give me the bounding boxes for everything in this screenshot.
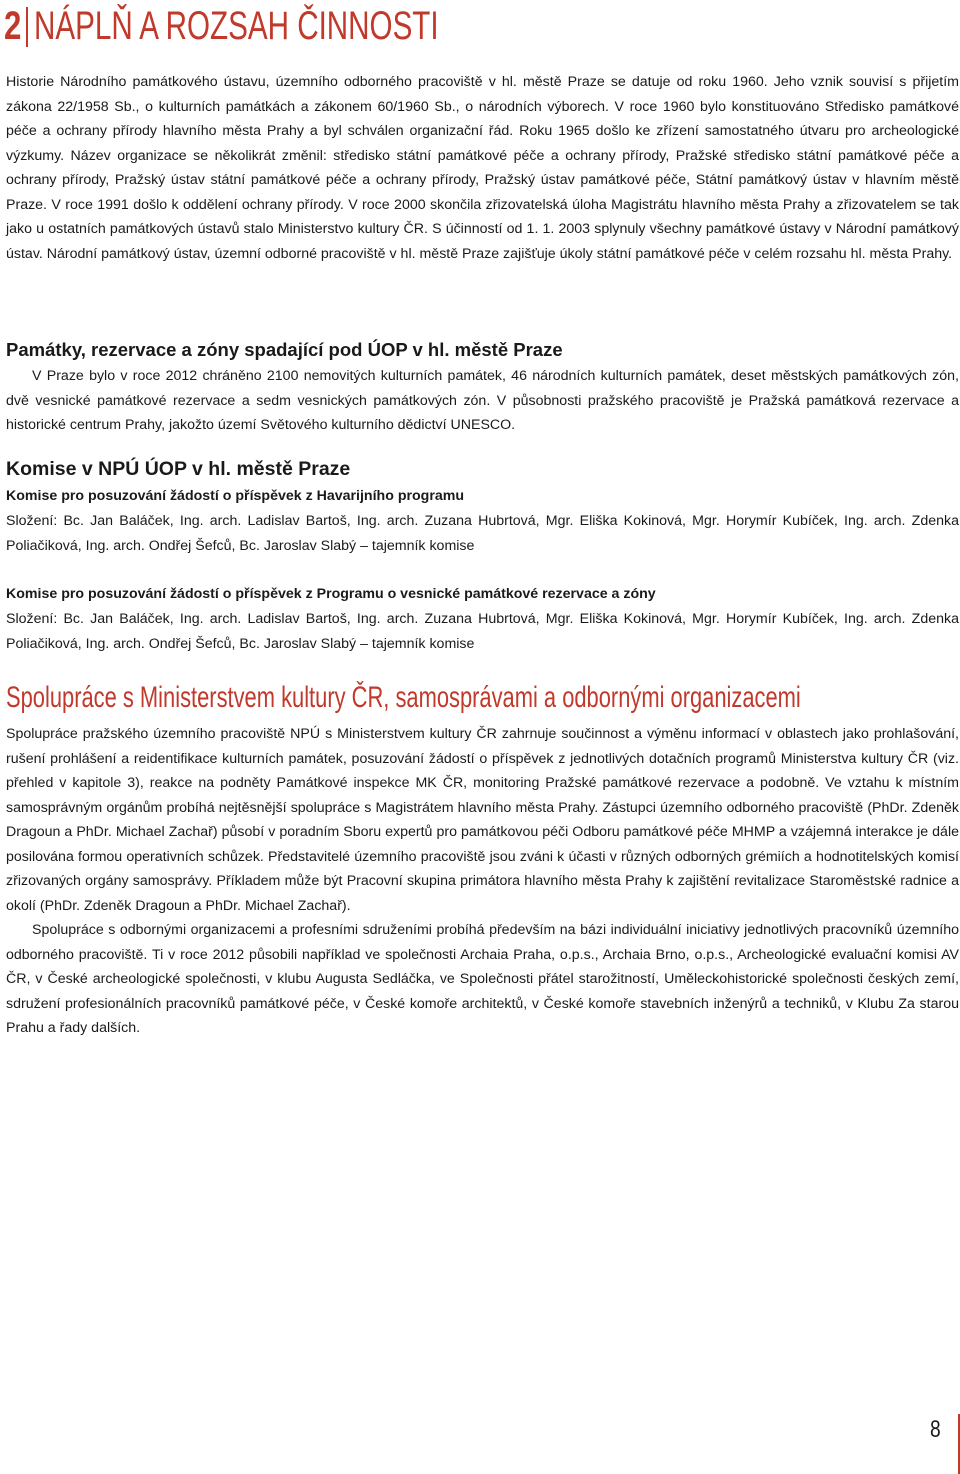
chapter-divider (26, 7, 28, 47)
committee-title: Komise pro posuzování žádostí o příspěvek z Programu o vesnické památkové rezervace a zóny (6, 586, 656, 602)
committee-members-text: Složení: Bc. Jan Baláček, Ing. arch. Ladislav Bartoš, Ing. arch. Zuzana Hubrtová, Mgr. Eliška Kokinová, Mgr. Horymír Kubíček, Ing. arch. Zdenka Poliačiková, Ing. arch. Ondřej Šefců, Bc. Jaroslav Slabý – tajemník komise (6, 611, 959, 652)
monuments-heading: Památky, rezervace a zóny spadající pod ÚOP v hl. městě Praze (6, 339, 563, 360)
intro-section (6, 70, 959, 266)
monuments-paragraph: V Praze bylo v roce 2012 chráněno 2100 nemovitých kulturních památek, 46 národních kulturních památek, deset městských památkových zón, dvě vesnické památkové rezervace a sedm vesnických památkových zón. V působnosti pražského pracoviště je Pražská památková rezervace a historické centrum Prahy, jakožto území Světového kulturního dědictví UNESCO. (6, 368, 959, 433)
committee-members (6, 509, 959, 558)
chapter-title: NÁPLŇ A ROZSAH ČINNOSTI (33, 4, 439, 48)
cooperation-paragraph: Spolupráce pražského územního pracoviště NPÚ s Ministerstvem kultury ČR zahrnuje součinnost a výměnu informací v oblastech jako prohlašování, rušení prohlášení a reidentifikace kulturních památek, posuzování žádostí o příspěvek z jednotlivých dotačních programů Ministerstva kultury ČR (viz. přehled v kapitole 3), reakce na podněty Památkové inspekce MK ČR, monitoring Pražské památkové rezervace a podobně. Ve vztahu k místním samosprávným orgánům probíhá nejtěsnější spolupráce s Magistrátem hlavního města Prahy. Zástupci územního odborného pracoviště (PhDr. Zdeněk Dragoun a PhDr. Michael Zachař) působí v poradním Sboru expertů pro památkovou péči Odboru památkové péče MHMP a vzájemná interakce je dále posilována formou operativních schůzek. Představitelé územního pracoviště jsou zváni k účasti v různých odborných grémiích a hodnotitelských komisí zřizovaných orgány samosprávy. Příkladem může být Pracovní skupina primátora hlavního města Prahy k zajištění revitalizace Staroměstské radnice a okolí (PhDr. Zdeněk Dragoun a PhDr. Michael Zachař). (6, 726, 959, 914)
chapter-heading (4, 4, 581, 48)
committee-title: Komise pro posuzování žádostí o příspěvek z Havarijního programu (6, 488, 465, 504)
page-number: 8 (930, 1416, 941, 1443)
commissions-heading: Komise v NPÚ ÚOP v hl. městě Praze (6, 458, 351, 480)
cooperation-heading: Spolupráce s Ministerstvem kultury ČR, samosprávami a odbornými organizacemi (6, 681, 801, 714)
intro-paragraph: Historie Národního památkového ústavu, územního odborného pracoviště v hl. městě Praze se datuje od roku 1960. Jeho vznik souvisí s přijetím zákona 22/1958 Sb., o kulturních památkách a zákonem 60/1960 Sb., o národních výborech. V roce 1960 bylo konstituováno Středisko památkové péče a ochrany přírody hlavního města Prahy a byl schválen organizační řád. Roku 1965 došlo ke zřízení samostatného útvaru pro archeologické výzkumy. Název organizace se několikrát změnil: středisko státní památkové péče a ochrany přírody, Pražské středisko státní památkové péče a ochrany přírody, Pražský ústav státní památkové péče a ochrany přírody, Pražský ústav památkové péče, Státní památkový ústav v hlavním městě Praze. V roce 1991 došlo k oddělení ochrany přírody. V roce 2000 skončila zřizovatelská úloha Magistrátu hlavního města Prahy a zřizovatelem se tak jako u ostatních památkových ústavů stalo Ministerstvo kultury ČR. S účinností od 1. 1. 2003 splynuly všechny památkové ústavy v Národní památkový ústav. Národní památkový ústav, územní odborné pracoviště v hl. městě Praze zajišťuje úkoly státní památkové péče v celém rozsahu hl. města Prahy. (6, 74, 959, 262)
cooperation-paragraph: Spolupráce s odbornými organizacemi a profesními sdruženími probíhá především na bázi individuální iniciativy jednotlivých pracovníků územního odborného pracoviště. Ti v roce 2012 působili například ve společnosti Archaia Praha, o.p.s., Archaia Brno, o.p.s., Archeologické evaluační komisi AV ČR, v České archeologické společnosti, v klubu Augusta Sedláčka, ve Společnosti přátel starožitností, Uměleckohistorické společnosti českých zemí, sdružení profesionálních pracovníků památkové péče, v České komoře architektů, v České komoře stavebních inženýrů a techniků, v Klubu Za starou Prahu a řady dalších. (6, 922, 959, 1036)
chapter-number: 2 (4, 4, 22, 48)
monuments-section (6, 364, 959, 438)
cooperation-section (6, 722, 959, 1041)
committee-members-text: Složení: Bc. Jan Baláček, Ing. arch. Ladislav Bartoš, Ing. arch. Zuzana Hubrtová, Mgr. Eliška Kokinová, Mgr. Horymír Kubíček, Ing. arch. Zdenka Poliačiková, Ing. arch. Ondřej Šefců, Bc. Jaroslav Slabý – tajemník komise (6, 513, 959, 554)
committee-members (6, 607, 959, 656)
